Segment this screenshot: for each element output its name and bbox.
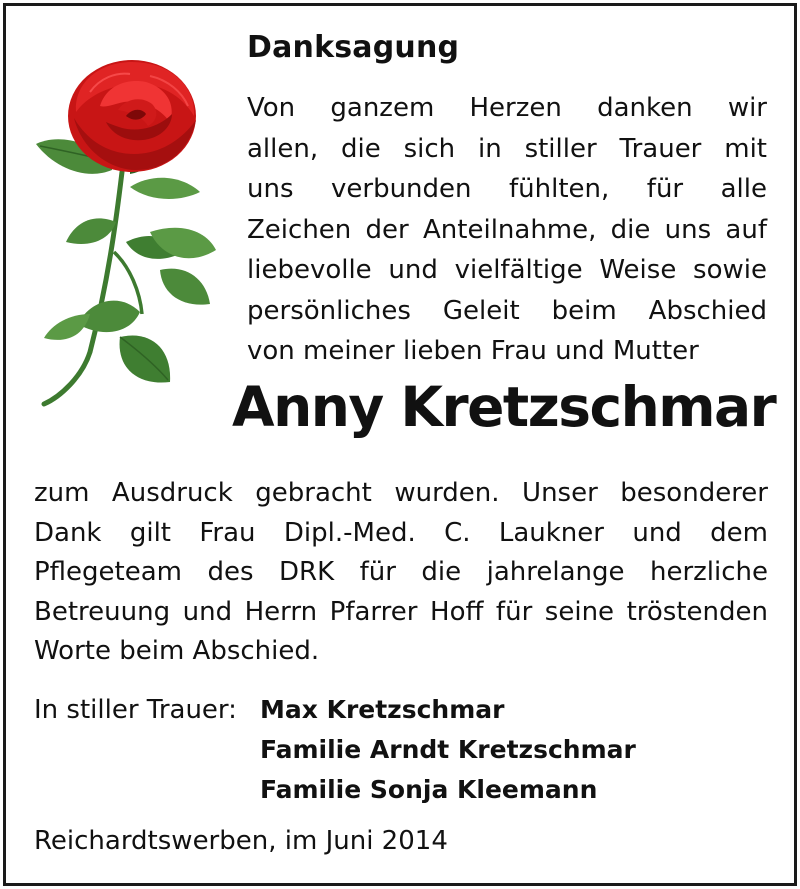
mourner-name: Familie Arndt Kretzschmar <box>260 735 636 764</box>
intro-line: allen, die sich in stiller Trauer mit <box>247 133 767 164</box>
intro-line: uns verbunden fühlten, für alle <box>247 174 767 204</box>
intro-line: liebevolle und vielfältige Weise sowie <box>247 255 767 285</box>
place-date: Reichardtswerben, im Juni 2014 <box>34 826 448 856</box>
mourners-list <box>260 690 636 810</box>
body-paragraph <box>34 474 768 672</box>
body-line: zum Ausdruck gebracht wurden. Unser besonderer <box>34 478 768 508</box>
intro-paragraph <box>247 88 767 372</box>
deceased-name: Anny Kretzschmar <box>232 375 776 439</box>
rose-icon <box>30 52 240 412</box>
notice-heading: Danksagung <box>247 30 460 65</box>
intro-line: persönliches Geleit beim Abschied <box>247 295 767 326</box>
body-line: Betreuung und Herrn Pfarrer Hoff für seine tröstenden <box>34 596 768 627</box>
intro-line: Von ganzem Herzen danken wir <box>247 93 767 123</box>
intro-line: von meiner lieben Frau und Mutter <box>247 336 699 366</box>
mourners-label: In stiller Trauer: <box>34 695 237 725</box>
mourner-name: Familie Sonja Kleemann <box>260 775 598 804</box>
intro-line: Zeichen der Anteilnahme, die uns auf <box>247 214 767 245</box>
body-line: Dank gilt Frau Dipl.-Med. C. Laukner und dem <box>34 517 768 548</box>
body-line: Worte beim Abschied. <box>34 636 320 666</box>
mourner-name: Max Kretzschmar <box>260 695 505 724</box>
body-line: Pflegeteam des DRK für die jahrelange herzliche <box>34 557 768 587</box>
